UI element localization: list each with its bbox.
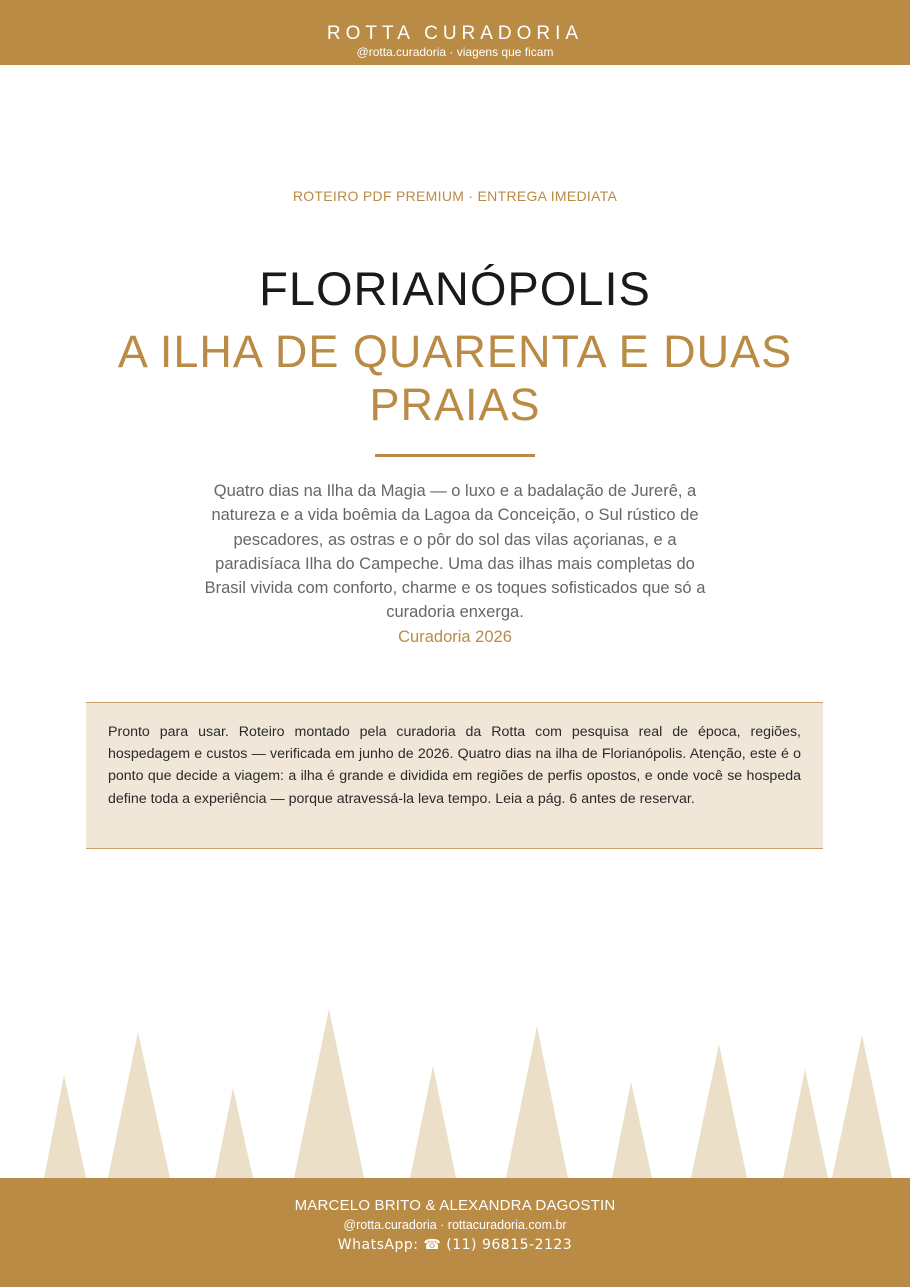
tree-shape [691, 1044, 747, 1178]
page-title: FLORIANÓPOLIS [259, 262, 651, 315]
tree-shape [108, 1032, 170, 1178]
tree-shape [410, 1066, 456, 1178]
note-text: Pronto para usar. Roteiro montado pela curadoria da Rotta com pesquisa real de época, regiões, hospedagem e custos — verificada em junho de 2026. Quatro dias na ilha de Florianópolis. Atenção, este é o ponto que decide a viagem: a ilha é grande e dividida em regiões de perfis opostos, e onde você se hospeda define toda a experiência — porque atravessá-la leva tempo. Leia a pág. 6 antes de reservar. [108, 724, 801, 807]
tree-shape [506, 1026, 568, 1178]
title-divider [375, 454, 535, 457]
curation-year: Curadoria 2026 [398, 628, 512, 646]
contact-links: @rotta.curadoria · rottacuradoria.com.br [343, 1218, 567, 1232]
brand-name: ROTTA CURADORIA [326, 23, 584, 44]
tree-shape [215, 1088, 253, 1178]
whatsapp-number: WhatsApp: ☎ (11) 96815-2123 [337, 1237, 573, 1253]
ready-to-use-note [86, 702, 823, 849]
brand-tagline: @rotta.curadoria · viagens que ficam [356, 45, 554, 59]
top-banner [0, 0, 910, 65]
author-names: MARCELO BRITO & ALEXANDRA DAGOSTIN [294, 1197, 616, 1214]
cover-eyebrow: ROTEIRO PDF PREMIUM · ENTREGA IMEDIATA [292, 188, 618, 204]
page-subtitle: A ILHA DE QUARENTA E DUAS PRAIAS [117, 326, 793, 430]
intro-paragraph: Quatro dias na Ilha da Magia — o luxo e a badalação de Jurerê, a natureza e a vida boêmia da Lagoa da Conceição, o Sul rústico de pescadores, as ostras e o pôr do sol das vilas açorianas, e a paradisíaca Ilha do Campeche. Uma das ilhas mais completas do Brasil vivida com conforto, charme e os toques sofisticados que só a curadoria enxerga. [204, 482, 706, 622]
tree-shape [612, 1082, 652, 1178]
tree-shape [783, 1069, 828, 1178]
stylized-trees-icon [0, 1000, 910, 1180]
tree-shape [44, 1075, 86, 1178]
tree-shape [832, 1035, 892, 1178]
tree-shape [294, 1009, 364, 1178]
footer-banner [0, 1178, 910, 1287]
